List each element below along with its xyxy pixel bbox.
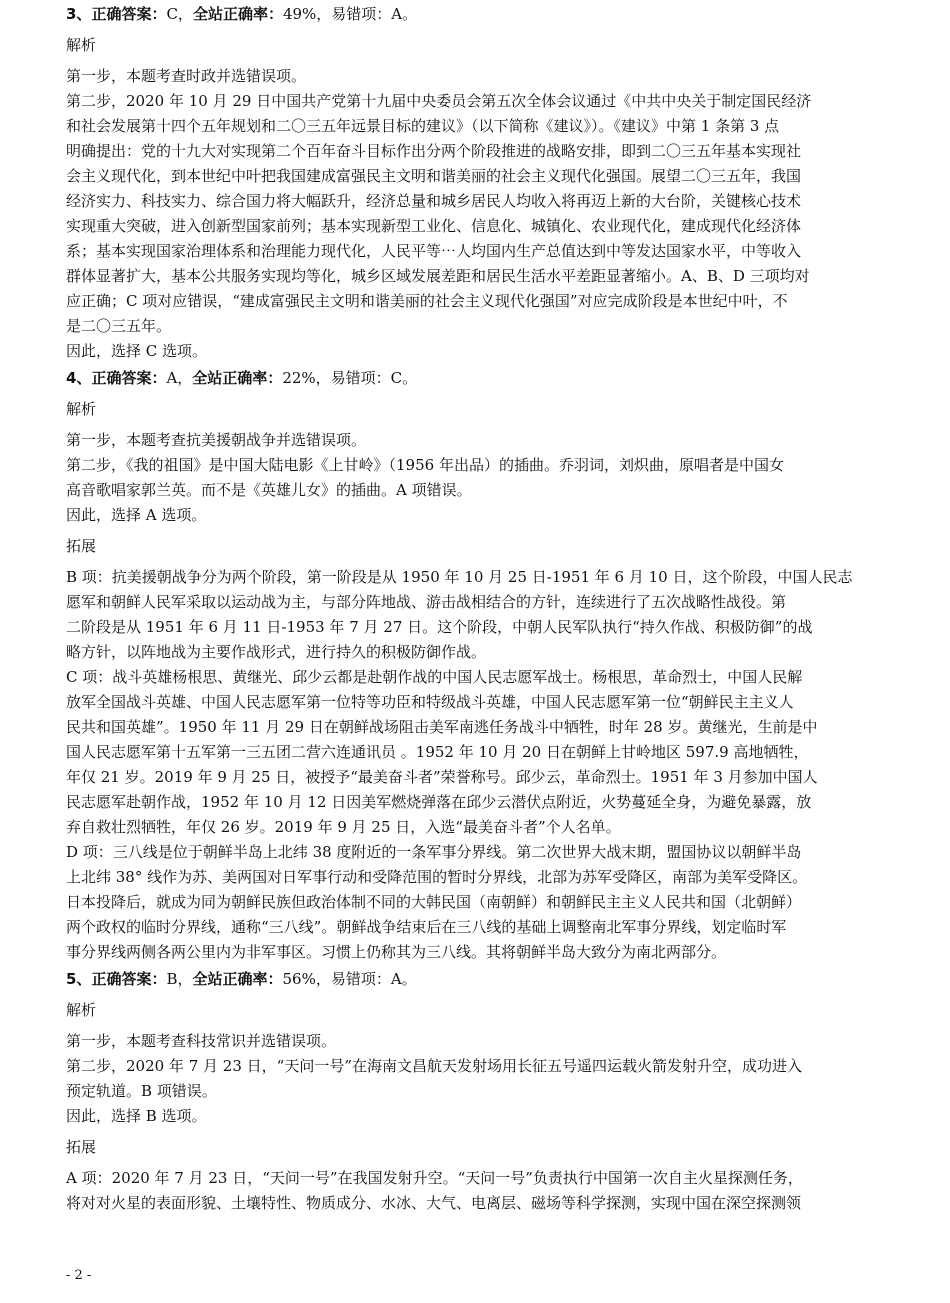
analysis-label: 解析 [66, 400, 97, 418]
text-line: 弃自救壮烈牺牲，年仅 26 岁。2019 年 9 月 25 日，入选“最美奋斗者”个人名单。 [66, 818, 621, 836]
extension-text [66, 1166, 886, 1216]
page-number: - 2 - [66, 1268, 92, 1283]
text-line: 群体显著扩大，基本公共服务实现均等化，城乡区域发展差距和居民生活水平差距显著缩小。A、B、D 三项均对 [66, 267, 810, 285]
analysis-label: 解析 [66, 36, 97, 54]
analysis-text [66, 64, 886, 364]
text-line: 应正确；C 项对应错误，“建成富强民主文明和谐美丽的社会主义现代化强国”对应完成阶段是本世纪中叶，不 [66, 292, 788, 310]
text-line: 略方针，以阵地战为主要作战形式，进行持久的积极防御作战。 [66, 643, 487, 661]
text-line: 高音歌唱家郭兰英。而不是《英雄儿女》的插曲。A 项错误。 [66, 481, 472, 499]
extension-label: 拓展 [66, 537, 97, 555]
text-line: 是二〇三五年。 [66, 317, 172, 335]
text-line: 年仅 21 岁。2019 年 9 月 25 日，被授予“最美奋斗者”荣誉称号。邱少云，革命烈士。1951 年 3 月参加中国人 [66, 768, 818, 786]
document-page [66, 0, 886, 1216]
text-line: 愿军和朝鲜人民军采取以运动战为主，与部分阵地战、游击战相结合的方针，连续进行了五次战略性战役。第 [66, 593, 787, 611]
text-line: 上北纬 38° 线作为苏、美两国对日军事行动和受降范围的暂时分界线，北部为苏军受降区，南部为美军受降区。 [66, 868, 808, 886]
text-line: 实现重大突破，进入创新型国家前列；基本实现新型工业化、信息化、城镇化、农业现代化，建成现代化经济体 [66, 217, 802, 235]
text-line: 民共和国英雄”。1950 年 11 月 29 日在朝鲜战场阻击美军南逃任务战斗中牺牲，时年 28 岁。黄继光，生前是中 [66, 718, 818, 736]
text-line: 预定轨道。B 项错误。 [66, 1082, 217, 1100]
text-line: 民志愿军赴朝作战，1952 年 10 月 12 日因美军燃烧弹落在邱少云潜伏点附近，火势蔓延全身，为避免暴露，放 [66, 793, 812, 811]
text-line: 第二步，2020 年 7 月 23 日，“天问一号”在海南文昌航天发射场用长征五号遥四运载火箭发射升空，成功进入 [66, 1057, 802, 1075]
text-line: 因此，选择 B 选项。 [66, 1107, 207, 1125]
text-line: 会主义现代化，到本世纪中叶把我国建成富强民主文明和谐美丽的社会主义现代化强国。展望二〇三五年，我国 [66, 167, 802, 185]
analysis-label: 解析 [66, 1001, 97, 1019]
text-line: 第一步，本题考查科技常识并选错误项。 [66, 1032, 337, 1050]
text-line: 因此，选择 A 选项。 [66, 506, 207, 524]
text-line: B 项：抗美援朝战争分为两个阶段，第一阶段是从 1950 年 10 月 25 日-1951 年 6 月 10 日，这个阶段，中国人民志 [66, 568, 853, 586]
text-line: C 项：战斗英雄杨根思、黄继光、邱少云都是赴朝作战的中国人民志愿军战士。杨根思，革命烈士，中国人民解 [66, 668, 803, 686]
text-line: 二阶段是从 1951 年 6 月 11 日-1953 年 7 月 27 日。这个阶段，中朝人民军队执行“持久作战、积极防御”的战 [66, 618, 813, 636]
text-line: D 项：三八线是位于朝鲜半岛上北纬 38 度附近的一条军事分界线。第二次世界大战末期，盟国协议以朝鲜半岛 [66, 843, 802, 861]
text-line: 国人民志愿军第十五军第一三五团二营六连通讯员 。1952 年 10 月 20 日在朝鲜上甘岭地区 597.9 高地牺牲， [66, 743, 809, 761]
text-line: 两个政权的临时分界线，通称“三八线”。朝鲜战争结束后在三八线的基础上调整南北军事分界线，划定临时军 [66, 918, 787, 936]
question-5 [66, 967, 886, 1216]
text-line: 事分界线两侧各两公里内为非军事区。习惯上仍称其为三八线。其将朝鲜半岛大致分为南北两部分。 [66, 943, 727, 961]
answer-line: 3、正确答案：C，全站正确率：49%，易错项：A。 [66, 5, 418, 23]
extension-text [66, 565, 886, 965]
answer-line: 4、正确答案：A，全站正确率：22%，易错项：C。 [66, 369, 418, 387]
text-line: 系；基本实现国家治理体系和治理能力现代化，人民平等⋯人均国内生产总值达到中等发达国家水平，中等收入 [66, 242, 802, 260]
question-4 [66, 366, 886, 965]
text-line: 经济实力、科技实力、综合国力将大幅跃升，经济总量和城乡居民人均收入将再迈上新的大台阶，关键核心技术 [66, 192, 802, 210]
text-line: 因此，选择 C 选项。 [66, 342, 208, 360]
text-line: 第二步，2020 年 10 月 29 日中国共产党第十九届中央委员会第五次全体会议通过《中共中央关于制定国民经济 [66, 92, 812, 110]
text-line: 日本投降后，就成为同为朝鲜民族但政治体制不同的大韩民国（南朝鲜）和朝鲜民主主义人民共和国（北朝鲜） [66, 893, 802, 911]
text-line: 和社会发展第十四个五年规划和二〇三五年远景目标的建议》（以下简称《建议》）。《建议》中第 1 条第 3 点 [66, 117, 780, 135]
text-line: 第一步，本题考查时政并选错误项。 [66, 67, 307, 85]
extension-label: 拓展 [66, 1138, 97, 1156]
analysis-text [66, 428, 886, 528]
text-line: 将对对火星的表面形貌、土壤特性、物质成分、水冰、大气、电离层、磁场等科学探测，实现中国在深空探测领 [66, 1194, 802, 1212]
text-line: 明确提出：党的十九大对实现第二个百年奋斗目标作出分两个阶段推进的战略安排，即到二〇三五年基本实现社 [66, 142, 802, 160]
text-line: 放军全国战斗英雄、中国人民志愿军第一位特等功臣和特级战斗英雄，中国人民志愿军第一位“朝鲜民主主义人 [66, 693, 794, 711]
text-line: 第一步，本题考查抗美援朝战争并选错误项。 [66, 431, 367, 449]
text-line: A 项：2020 年 7 月 23 日，“天问一号”在我国发射升空。“天问一号”负责执行中国第一次自主火星探测任务， [66, 1169, 803, 1187]
analysis-text [66, 1029, 886, 1129]
answer-line: 5、正确答案：B，全站正确率：56%，易错项：A。 [66, 970, 417, 988]
text-line: 第二步，《我的祖国》是中国大陆电影《上甘岭》（1956 年出品）的插曲。乔羽词，刘炽曲，原唱者是中国女 [66, 456, 784, 474]
question-3 [66, 2, 886, 364]
